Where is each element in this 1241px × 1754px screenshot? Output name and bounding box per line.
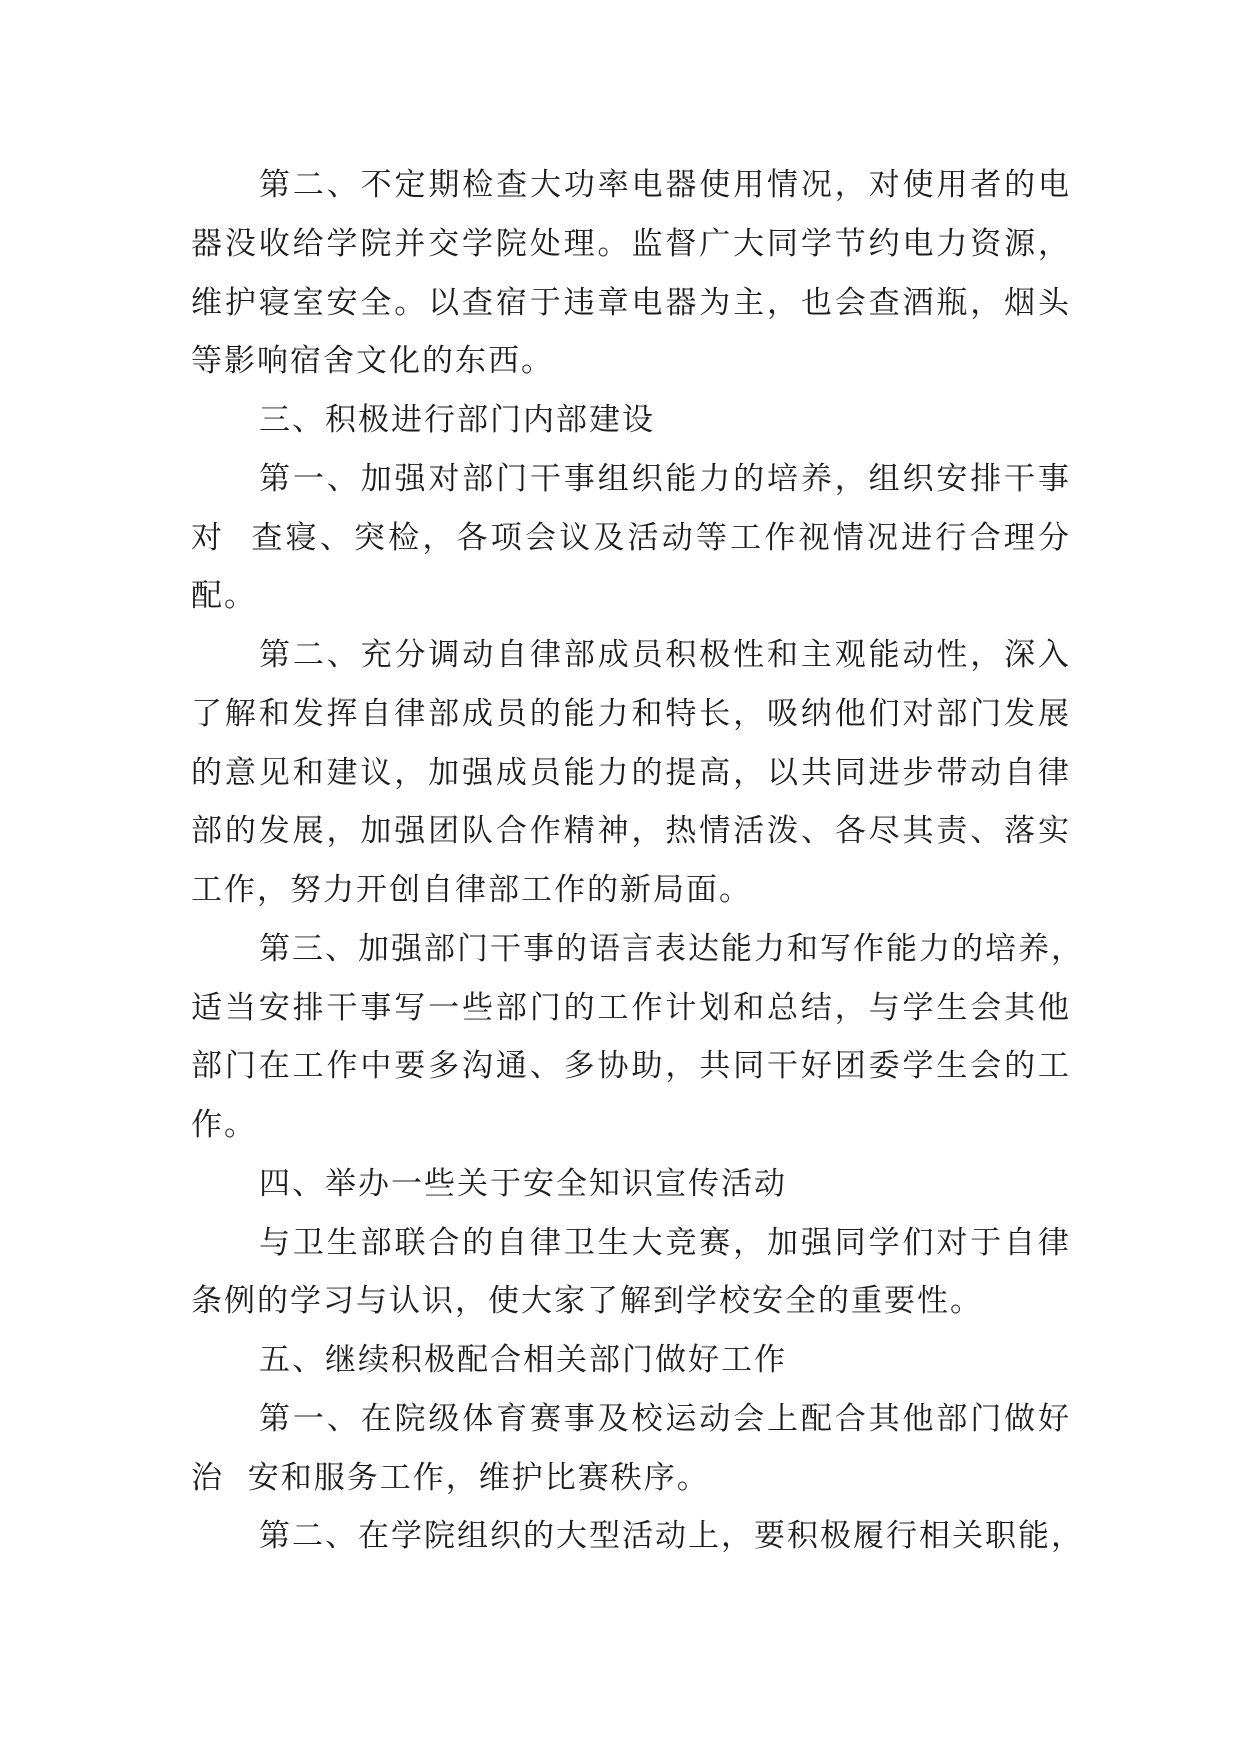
- text-line: 适当安排干事写一些部门的工作计划和总结，与学生会其他: [191, 989, 1071, 1026]
- text-line: 第三、加强部门干事的语言表达能力和写作能力的培养，: [259, 930, 1084, 967]
- text-line: 的意见和建议，加强成员能力的提高，以共同进步带动自律: [191, 754, 1071, 791]
- section-heading: [191, 1155, 1071, 1214]
- text-line: 维护寝室安全。以查宿于违章电器为主，也会查酒瓶，烟头: [191, 284, 1071, 321]
- paragraph: [191, 1214, 1071, 1332]
- text-line: 工作，努力开创自律部工作的新局面。: [191, 872, 752, 908]
- paragraph: [191, 920, 1084, 1155]
- text-line: 第二、不定期检查大功率电器使用情况，对使用者的电: [259, 167, 1071, 203]
- text-line: 部门在工作中要多沟通、多协助，共同干好团委学生会的工: [191, 1048, 1071, 1085]
- paragraph: [191, 1507, 1084, 1566]
- text-line: 第一、在院级体育赛事及校运动会上配合其他部门做好: [259, 1400, 1071, 1437]
- text-line: 治 安和服务工作，维护比赛秩序。: [191, 1459, 710, 1496]
- paragraph: [191, 156, 1071, 391]
- section-heading-text: 五、继续积极配合相关部门做好工作: [259, 1342, 787, 1378]
- document-body: [191, 156, 1084, 1566]
- paragraph: [191, 626, 1071, 920]
- text-line: 了解和发挥自律部成员的能力和特长，吸纳他们对部门发展: [191, 695, 1071, 732]
- section-heading: [191, 391, 1071, 450]
- text-line: 第二、在学院组织的大型活动上，要积极履行相关职能，: [259, 1518, 1084, 1555]
- section-heading-text: 四、举办一些关于安全知识宣传活动: [259, 1165, 787, 1202]
- text-line: 第一、加强对部门干事组织能力的培养，组织安排干事: [259, 460, 1071, 497]
- paragraph: [191, 1390, 1071, 1508]
- text-line: 部的发展，加强团队合作精神，热情活泼、各尽其责、落实: [191, 813, 1071, 850]
- text-line: 对 查寝、突检，各项会议及活动等工作视情况进行合理分: [191, 519, 1071, 556]
- text-line: 器没收给学院并交学院处理。监督广大同学节约电力资源，: [191, 225, 1071, 262]
- section-heading: [191, 1331, 1071, 1390]
- text-line: 条例的学习与认识，使大家了解到学校安全的重要性。: [191, 1283, 983, 1320]
- text-line: 配。: [191, 578, 257, 615]
- text-line: 第二、充分调动自律部成员积极性和主观能动性，深入: [259, 637, 1071, 673]
- section-heading-text: 三、积极进行部门内部建设: [259, 402, 655, 438]
- paragraph: [191, 450, 1071, 626]
- text-line: 与卫生部联合的自律卫生大竞赛，加强同学们对于自律: [259, 1224, 1071, 1261]
- text-line: 等影响宿舍文化的东西。: [191, 343, 554, 380]
- text-line: 作。: [191, 1107, 257, 1143]
